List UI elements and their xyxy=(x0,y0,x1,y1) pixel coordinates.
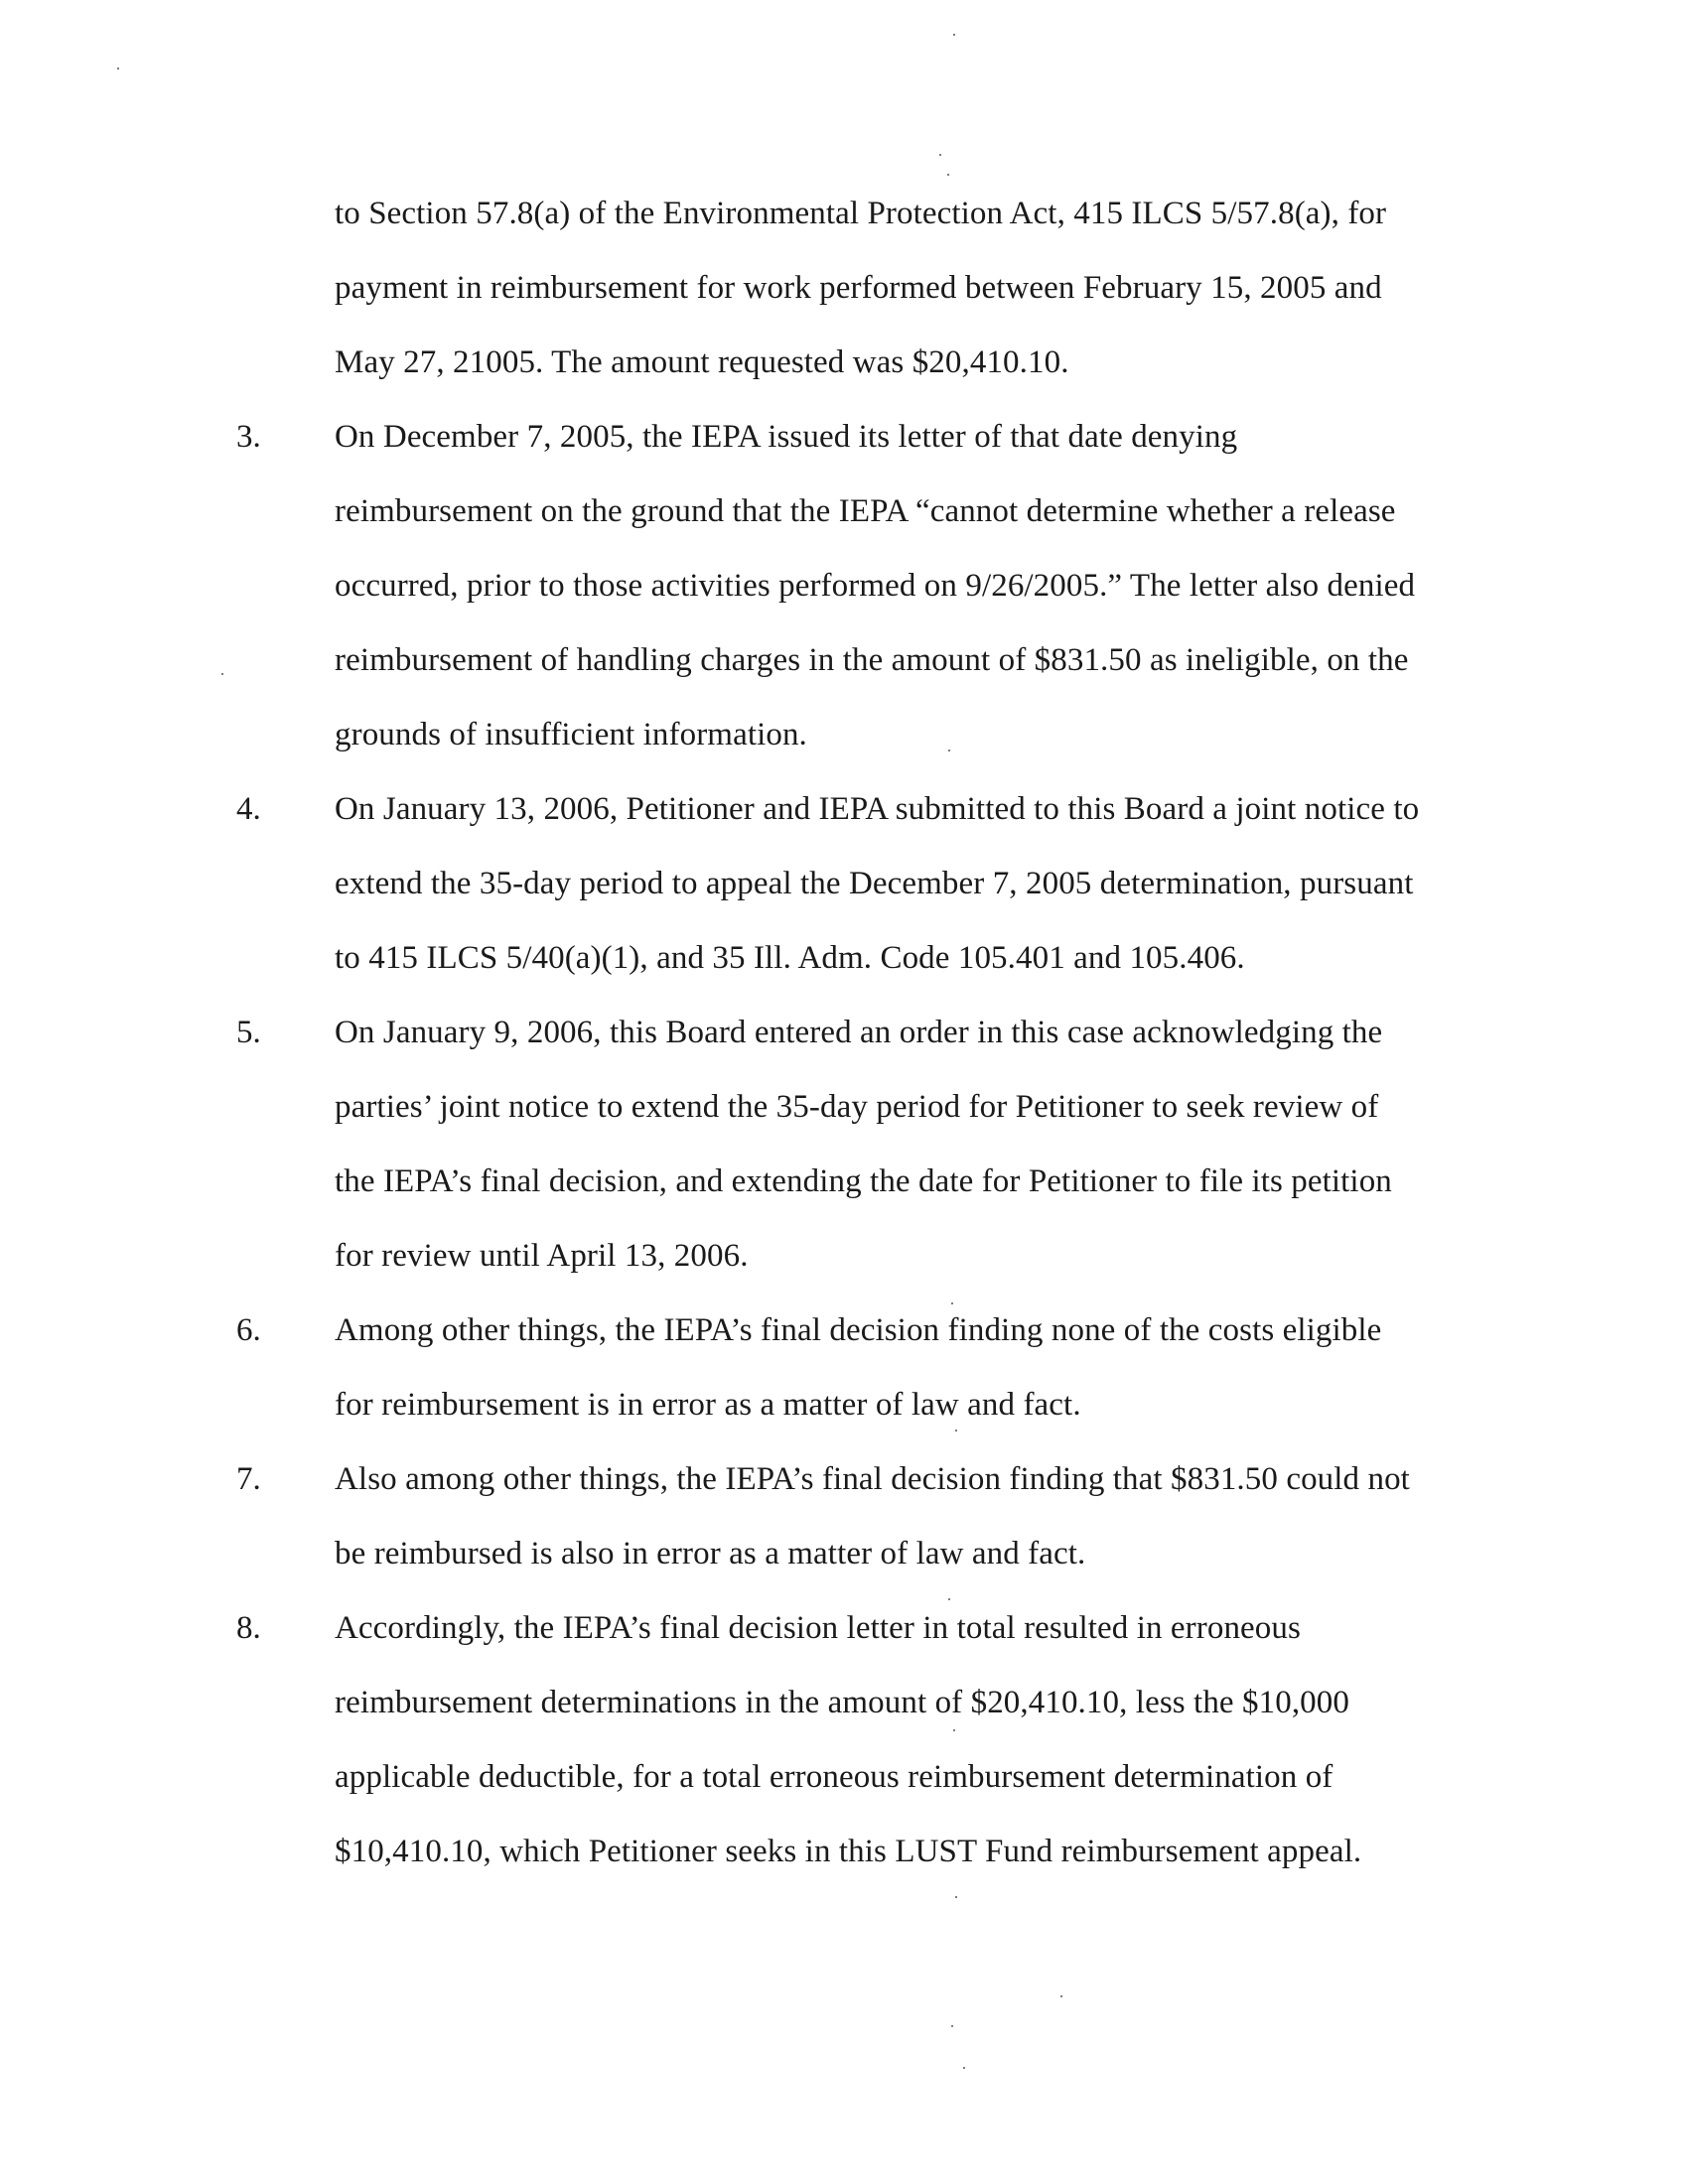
paragraph-number: 7. xyxy=(236,1461,261,1497)
scan-speck xyxy=(953,1729,955,1731)
scan-speck xyxy=(951,2025,953,2027)
paragraph-line: reimbursement on the ground that the IEPA “cannot determine whether a release xyxy=(335,493,1396,529)
scan-speck xyxy=(947,174,949,176)
intro-line: to Section 57.8(a) of the Environmental Protection Act, 415 ILCS 5/57.8(a), for xyxy=(335,196,1387,231)
scan-speck xyxy=(1060,1995,1062,1997)
paragraph-line: parties’ joint notice to extend the 35-day period for Petitioner to seek review of xyxy=(335,1089,1379,1125)
scan-speck xyxy=(948,750,950,751)
paragraph-line: On January 9, 2006, this Board entered an order in this case acknowledging the xyxy=(335,1015,1383,1050)
paragraph-number: 5. xyxy=(236,1015,261,1050)
paragraph-number: 3. xyxy=(236,419,261,455)
paragraph-line: On January 13, 2006, Petitioner and IEPA submitted to this Board a joint notice to xyxy=(335,791,1420,827)
paragraph-line: for review until April 13, 2006. xyxy=(335,1238,749,1274)
scan-speck xyxy=(955,1896,957,1898)
paragraph-line: extend the 35-day period to appeal the December 7, 2005 determination, pursuant xyxy=(335,866,1414,901)
paragraph-line: Accordingly, the IEPA’s final decision letter in total resulted in erroneous xyxy=(335,1610,1301,1646)
paragraph-line: reimbursement of handling charges in the amount of $831.50 as ineligible, on the xyxy=(335,642,1409,678)
paragraph-line: occurred, prior to those activities performed on 9/26/2005.” The letter also denied xyxy=(335,568,1416,604)
paragraph-line: for reimbursement is in error as a matter of law and fact. xyxy=(335,1387,1081,1423)
scan-speck xyxy=(117,68,119,69)
scan-speck xyxy=(953,34,955,36)
scan-speck xyxy=(221,673,223,675)
intro-line: payment in reimbursement for work performed between February 15, 2005 and xyxy=(335,270,1382,306)
paragraph-line: $10,410.10, which Petitioner seeks in this LUST Fund reimbursement appeal. xyxy=(335,1834,1362,1869)
paragraph-number: 6. xyxy=(236,1312,261,1348)
scan-speck xyxy=(939,154,941,156)
paragraph-number: 8. xyxy=(236,1610,261,1646)
intro-line: May 27, 21005. The amount requested was $20,410.10. xyxy=(335,344,1069,380)
paragraph-line: be reimbursed is also in error as a matter of law and fact. xyxy=(335,1536,1086,1571)
paragraph-line: reimbursement determinations in the amount of $20,410.10, less the $10,000 xyxy=(335,1685,1349,1720)
paragraph-line: Among other things, the IEPA’s final decision finding none of the costs eligible xyxy=(335,1312,1382,1348)
paragraph-line: grounds of insufficient information. xyxy=(335,717,807,752)
paragraph-line: On December 7, 2005, the IEPA issued its letter of that date denying xyxy=(335,419,1238,455)
scan-speck xyxy=(948,1598,950,1600)
scan-speck xyxy=(955,1430,957,1432)
paragraph-line: to 415 ILCS 5/40(a)(1), and 35 Ill. Adm. Code 105.401 and 105.406. xyxy=(335,940,1245,976)
paragraph-line: Also among other things, the IEPA’s final decision finding that $831.50 could not xyxy=(335,1461,1410,1497)
paragraph-line: the IEPA’s final decision, and extending the date for Petitioner to file its petition xyxy=(335,1163,1392,1199)
paragraph-number: 4. xyxy=(236,791,261,827)
paragraph-line: applicable deductible, for a total erroneous reimbursement determination of xyxy=(335,1759,1333,1795)
scan-speck xyxy=(951,1302,953,1304)
scan-speck xyxy=(963,2067,965,2069)
